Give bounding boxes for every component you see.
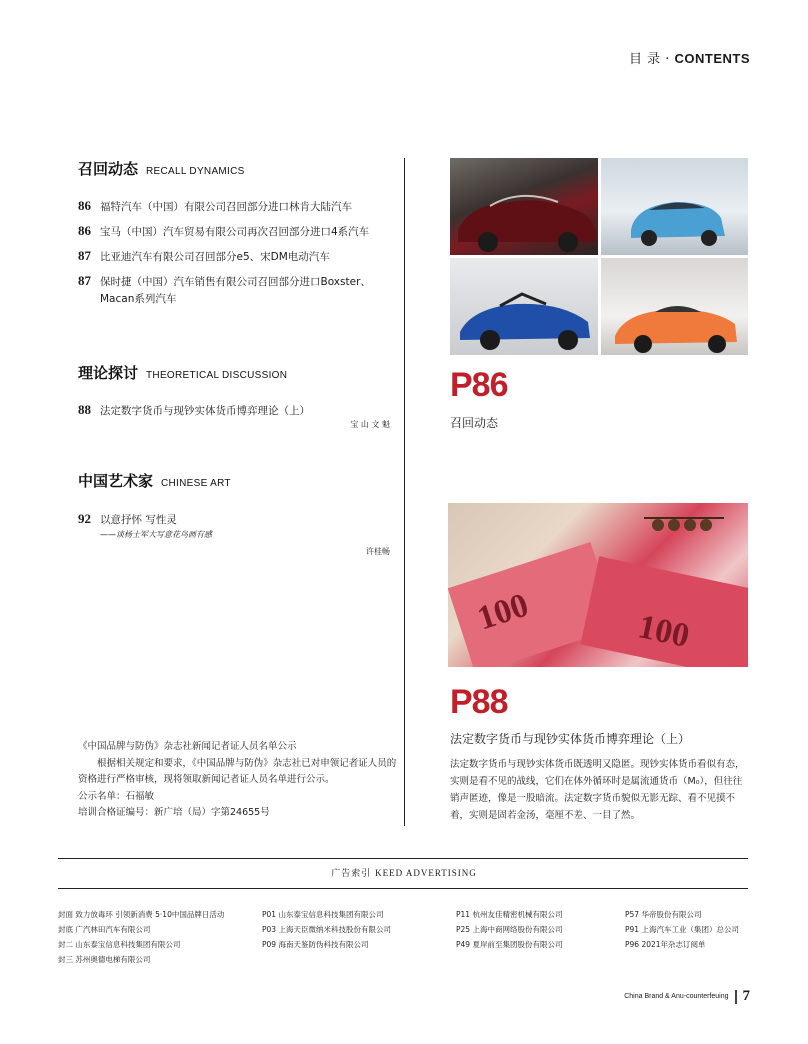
svg-text:100: 100 xyxy=(634,608,693,655)
column-divider xyxy=(404,158,405,826)
section-title-art: 中国艺术家 CHINESE ART xyxy=(78,472,231,490)
ad-column-4 xyxy=(625,907,739,952)
ad-column-3 xyxy=(456,907,562,952)
ad-column-1 xyxy=(58,907,224,967)
ad-entry: 封三 苏州奥德电梯有限公司 xyxy=(58,955,151,964)
banknote-icon xyxy=(448,503,748,667)
svg-text:100: 100 xyxy=(472,586,533,638)
ad-entry: P49 夏岸前至集团股份有限公司 xyxy=(456,940,563,949)
header-en: CONTENTS xyxy=(674,51,750,66)
car-icon xyxy=(601,258,748,355)
ad-entry: P01 山东泰宝信息科技集团有限公司 xyxy=(262,910,384,919)
feature-page-p88[interactable]: P88 xyxy=(450,683,508,721)
ad-entry: 封面 致力放毒环 引领新消费 5·10中国品牌日活动 xyxy=(58,910,225,919)
toc-item[interactable]: 88 法定数字货币与现钞实体货币博弈理论（上） xyxy=(78,402,310,417)
toc-item[interactable]: 86 宝马（中国）汽车贸易有限公司再次召回部分进口4系汽车 xyxy=(78,223,370,238)
car-photo-bmw xyxy=(450,258,598,355)
divider-line xyxy=(58,858,748,859)
footer-divider xyxy=(735,990,737,1004)
page-header xyxy=(629,48,750,67)
ad-entry: P25 上海中商网络股份有限公司 xyxy=(456,925,563,934)
toc-item[interactable]: 92 以意抒怀 写性灵 xyxy=(78,511,177,526)
ad-entry: P57 华帝股份有限公司 xyxy=(625,910,702,919)
header-cn: 目 录 · xyxy=(628,52,675,67)
ad-column-2 xyxy=(262,907,391,952)
divider-line xyxy=(58,888,748,889)
page-number: 7 xyxy=(742,988,750,1004)
ad-entry: 封二 山东泰宝信息科技集团有限公司 xyxy=(58,940,181,949)
car-photo-porsche xyxy=(601,258,748,355)
section-title-recall: 召回动态 RECALL DYNAMICS xyxy=(78,160,245,178)
banknote-photo xyxy=(448,503,748,667)
toc-item[interactable]: 86 福特汽车（中国）有限公司召回部分进口林肯大陆汽车 xyxy=(78,198,352,213)
ad-entry: P09 海南天鉴防伪科技有限公司 xyxy=(262,940,369,949)
ad-index-title: 广告索引 KEED ADVERTISING xyxy=(331,868,477,879)
ad-entry: P11 杭州友佳精密机械有限公司 xyxy=(456,910,563,919)
toc-item[interactable]: 87 保时捷（中国）汽车销售有限公司召回部分进口Boxster、 Macan系列汽车 xyxy=(78,273,371,305)
ad-entry: P91 上海汽车工业（集团）总公司 xyxy=(625,925,739,934)
author: 许桂畅 xyxy=(366,547,390,556)
feature-caption: 法定数字货币与现钞实体货币博弈理论（上） xyxy=(450,732,691,746)
page-footer xyxy=(624,988,750,1005)
car-icon xyxy=(601,158,748,255)
toc-subtitle: ——谈杨士军大写意花鸟画有感 xyxy=(100,530,212,539)
footer-magazine-name: China Brand & Anu-counterfeuing xyxy=(624,993,729,1000)
journalist-notice: 《中国品牌与防伪》杂志社新闻记者证人员名单公示 根据相关规定和要求，《中国品牌与防伪》杂志社已对申领记者证人员的资格进行严格审核，现将领取新闻记者证人员名单进行公示。 公示名单：石福敏 培训合格证编号：新广培（局）字第24655号 xyxy=(78,741,397,818)
ad-entry: P03 上海天臣微纳米科技股份有限公司 xyxy=(262,925,391,934)
section-title-theory: 理论探讨 THEORETICAL DISCUSSION xyxy=(78,364,288,382)
author: 宝 山 文 魁 xyxy=(350,420,390,429)
ad-entry: P96 2021年杂志订阅单 xyxy=(625,940,706,949)
toc-item[interactable]: 87 比亚迪汽车有限公司召回部分e5、宋DM电动汽车 xyxy=(78,248,330,263)
feature-caption: 召回动态 xyxy=(450,416,499,430)
car-photo-byd xyxy=(601,158,748,255)
car-icon xyxy=(450,158,598,255)
car-icon xyxy=(450,258,598,355)
feature-paragraph: 法定数字货币与现钞实体货币既透明又隐匿。现钞实体货币看似有态，实则是看不见的战线，它们在体外循环时是属流通货币（M₀），但往往销声匿迹，像是一股暗流。法定数字货币貌似无影无踪、看不见摸不着，实则是固若金汤，毫厘不差、一目了然。 xyxy=(450,759,745,821)
ad-entry: 封底 广汽林田汽车有限公司 xyxy=(58,925,151,934)
car-photo-lincoln xyxy=(450,158,598,255)
feature-page-p86[interactable]: P86 xyxy=(450,366,508,404)
